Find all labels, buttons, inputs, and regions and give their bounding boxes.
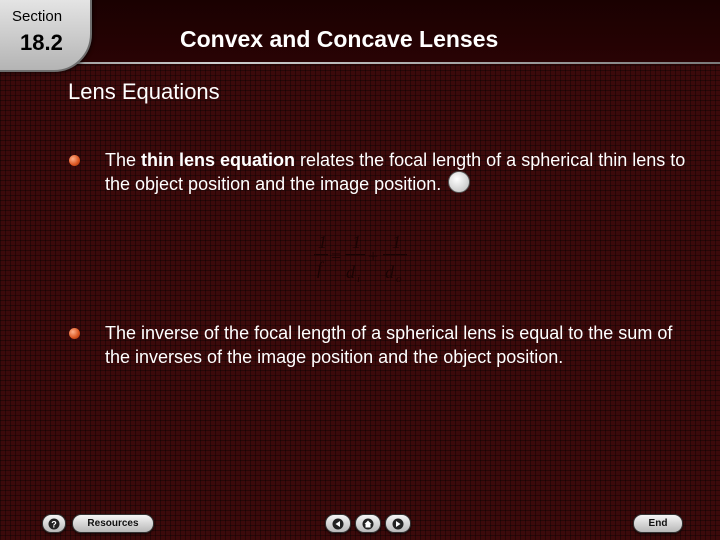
eq-lhs-denominator: f [317, 258, 323, 278]
svg-text:?: ? [51, 519, 57, 529]
bullet-text-bold: thin lens equation [141, 150, 296, 170]
eq-lhs-bar [314, 254, 328, 255]
section-label: Section [12, 8, 63, 25]
resources-button[interactable]: Resources [72, 514, 154, 533]
question-icon [48, 518, 60, 530]
eq-equals: = [331, 246, 342, 266]
thin-lens-equation [310, 230, 420, 290]
slide-heading: Lens Equations [68, 79, 220, 104]
home-button[interactable] [355, 514, 381, 533]
eq-t1-numerator: 1 [352, 232, 361, 252]
next-button[interactable] [385, 514, 411, 533]
eq-t1-denominator: d [346, 262, 355, 282]
top-bar-divider [0, 62, 720, 64]
bullet-thin-lens [105, 148, 695, 196]
eq-lhs-numerator: 1 [318, 232, 327, 252]
eq-t2-bar [383, 254, 407, 255]
speaker-icon[interactable] [448, 171, 470, 193]
home-icon [362, 518, 374, 530]
section-number: 18.2 [20, 30, 63, 55]
bullet-icon [69, 155, 80, 166]
arrow-right-icon [392, 518, 404, 530]
help-button[interactable] [42, 514, 66, 533]
eq-t2-numerator: 1 [392, 232, 401, 252]
section-tab [0, 0, 92, 72]
bullet-icon [69, 328, 80, 339]
bullet-text-pre: The [105, 150, 142, 170]
eq-t1-subscript: i [357, 273, 361, 285]
bullet-inverse: The inverse of the focal length of a spherical lens is equal to the sum of the inverses of the image position and the object position. [105, 323, 673, 367]
eq-t1-bar [345, 254, 365, 255]
eq-t2-denominator: d [385, 262, 394, 282]
arrow-left-icon [332, 518, 344, 530]
previous-button[interactable] [325, 514, 351, 533]
eq-t2-subscript: o [396, 273, 402, 285]
eq-plus: + [368, 246, 379, 266]
bullet-text-post: relates the focal length of a spherical thin lens to the object position and the image position. [105, 150, 686, 194]
end-button[interactable]: End [633, 514, 683, 533]
slide-title: Convex and Concave Lenses [180, 26, 499, 52]
